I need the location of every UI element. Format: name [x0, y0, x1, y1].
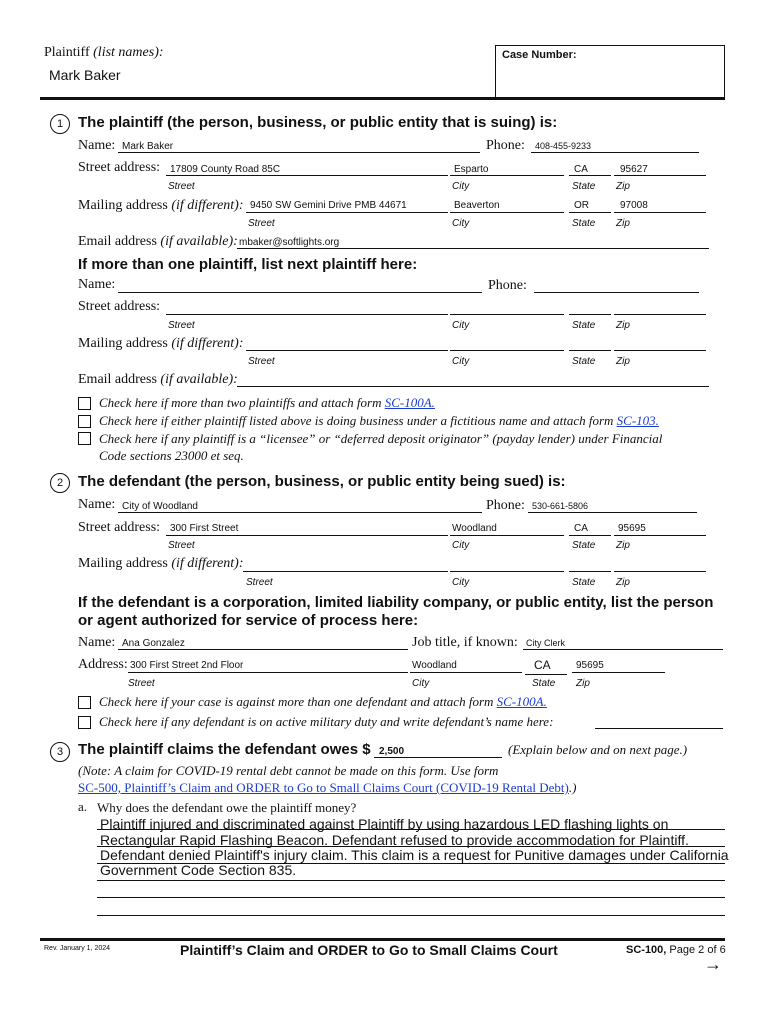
caption-city: City [452, 320, 470, 331]
second-plaintiff-mailing-label: Mailing address (if different): [78, 336, 244, 351]
more-defendants-text: Check here if your case is against more than one defendant and attach form SC-100A. [99, 694, 547, 709]
defendant-phone-value: 530-661-5806 [532, 501, 589, 511]
plaintiff-mailing-street-value: 9450 SW Gemini Drive PMB 44671 [250, 200, 407, 211]
question-a-text: Why does the defendant owe the plaintiff money? [97, 800, 357, 815]
plaintiff-mailing-state-field[interactable] [569, 212, 611, 213]
caption-state: State [572, 218, 596, 229]
answer-line-4[interactable] [97, 880, 725, 881]
caption-zip: Zip [616, 540, 630, 551]
second-plaintiff-city-field[interactable] [450, 314, 564, 315]
plaintiff-zip-field[interactable] [614, 175, 706, 176]
military-duty-text: Check here if any defendant is on active military duty and write defendant’s name here: [99, 714, 554, 729]
caption-street: Street [168, 540, 195, 551]
question-a-letter: a. [78, 799, 88, 814]
defendant-name-value: City of Woodland [122, 501, 198, 512]
second-plaintiff-phone-label: Phone: [488, 278, 527, 293]
defendant-mailing-label: Mailing address (if different): [78, 556, 244, 571]
plaintiff-name-value: Mark Baker [122, 141, 174, 152]
defendant-mailing-zip-field[interactable] [614, 571, 706, 572]
plaintiff-mailing-city-value: Beaverton [454, 200, 500, 211]
agent-job-value: City Clerk [526, 638, 566, 648]
caption-zip: Zip [576, 678, 590, 689]
defendant-street-value: 300 First Street [170, 523, 239, 534]
caption-state: State [572, 540, 596, 551]
licensee-text-line1: Check here if any plaintiff is a “licensee” or “deferred deposit originator” (payday lender) under Financial [99, 431, 663, 446]
next-page-arrow-icon[interactable]: → [704, 954, 722, 974]
defendant-state-field[interactable] [569, 535, 611, 536]
agent-heading-line2: or agent authorized for service of process here: [78, 612, 419, 629]
military-duty-checkbox[interactable] [78, 716, 91, 729]
defendant-zip-value: 95695 [618, 523, 646, 534]
plaintiff-name-field[interactable] [118, 152, 480, 153]
plaintiff-mailing-zip-value: 97008 [620, 200, 648, 211]
agent-name-label: Name: [78, 635, 116, 650]
plaintiff-mailing-label: Mailing address (if different): [78, 198, 244, 213]
agent-street-field[interactable] [128, 672, 408, 673]
explain-note: (Explain below and on next page.) [508, 742, 688, 757]
second-plaintiff-name-field[interactable] [118, 292, 482, 293]
more-plaintiffs-checkbox[interactable] [78, 397, 91, 410]
defendant-mailing-street-field[interactable] [243, 571, 448, 572]
plaintiff-mailing-zip-field[interactable] [614, 212, 706, 213]
second-plaintiff-mailing-state-field[interactable] [569, 350, 611, 351]
more-defendants-checkbox[interactable] [78, 696, 91, 709]
sc-100a-link[interactable]: SC-100A. [384, 395, 435, 410]
form-title: Plaintiff’s Claim and ORDER to Go to Small Claims Court [180, 942, 558, 958]
agent-state-field[interactable] [525, 674, 567, 675]
plaintiff-email-field[interactable] [237, 248, 709, 249]
caption-street: Street [248, 356, 275, 367]
sc-103-link[interactable]: SC-103. [616, 413, 659, 428]
header-divider [40, 97, 725, 100]
second-plaintiff-mailing-city-field[interactable] [450, 350, 564, 351]
caption-city: City [452, 540, 470, 551]
plaintiff-street-field[interactable] [166, 175, 448, 176]
second-plaintiff-mailing-zip-field[interactable] [614, 350, 706, 351]
covid-note-line2: SC-500, Plaintiff’s Claim and ORDER to Go to Small Claims Court (COVID-19 Rental Debt).) [78, 780, 577, 795]
caption-street: Street [246, 577, 273, 588]
answer-text-line2: Rectangular Rapid Flashing Beacon. Defendant refused to provide accommodation for Plaintiff. [100, 832, 689, 848]
answer-line-6[interactable] [97, 915, 725, 916]
caption-city: City [452, 356, 470, 367]
plaintiff-email-value: mbaker@softlights.org [239, 237, 340, 248]
second-plaintiff-email-label: Email address (if available): [78, 372, 238, 387]
second-plaintiff-heading: If more than one plaintiff, list next plaintiff here: [78, 256, 418, 273]
answer-text-line3: Defendant denied Plaintiff's injury claim. This claim is a request for Punitive damages under California [100, 847, 729, 863]
defendant-phone-label: Phone: [486, 498, 525, 513]
defendant-mailing-state-field[interactable] [569, 571, 611, 572]
plaintiff-phone-field[interactable] [531, 152, 699, 153]
plaintiff-list-label: Plaintiff (list names): [44, 45, 164, 60]
plaintiff-mailing-street-field[interactable] [246, 212, 448, 213]
defendant-state-value: CA [574, 523, 588, 534]
agent-zip-value: 95695 [576, 660, 604, 671]
caption-state: State [572, 320, 596, 331]
plaintiff-phone-label: Phone: [486, 138, 525, 153]
caption-zip: Zip [616, 181, 630, 192]
caption-city: City [452, 218, 470, 229]
answer-text-line1: Plaintiff injured and discriminated against Plaintiff by using hazardous LED flashing lights on [100, 816, 669, 832]
caption-zip: Zip [616, 218, 630, 229]
plaintiff-state-value: CA [574, 164, 588, 175]
section-2-number: 2 [50, 473, 70, 493]
plaintiff-city-value: Esparto [454, 164, 489, 175]
claim-amount-field[interactable] [374, 757, 502, 758]
section-1-number: 1 [50, 114, 70, 134]
defendant-street-label: Street address: [78, 520, 161, 535]
second-plaintiff-mailing-street-field[interactable] [246, 350, 448, 351]
second-plaintiff-street-label: Street address: [78, 299, 161, 314]
plaintiff-phone-value: 408-455-9233 [535, 141, 592, 151]
caption-street: Street [248, 218, 275, 229]
defendant-city-value: Woodland [452, 523, 497, 534]
plaintiff-zip-value: 95627 [620, 164, 648, 175]
caption-street: Street [168, 181, 195, 192]
plaintiff-mailing-state-value: OR [574, 200, 589, 211]
plaintiff-email-label: Email address (if available): [78, 234, 238, 249]
plaintiff-name-label: Name: [78, 138, 116, 153]
defendant-zip-field[interactable] [614, 535, 706, 536]
caption-zip: Zip [616, 320, 630, 331]
agent-name-value: Ana Gonzalez [122, 638, 185, 649]
fictitious-name-checkbox[interactable] [78, 415, 91, 428]
licensee-checkbox[interactable] [78, 432, 91, 445]
plaintiff-state-field[interactable] [569, 175, 611, 176]
defendant-city-field[interactable] [450, 535, 564, 536]
section-3-number: 3 [50, 742, 70, 762]
agent-address-label: Address: [78, 657, 128, 672]
caption-city: City [412, 678, 430, 689]
caption-zip: Zip [616, 356, 630, 367]
covid-note-line1: (Note: A claim for COVID-19 rental debt cannot be made on this form. Use form [78, 763, 499, 778]
military-defendant-name-field[interactable] [595, 728, 723, 729]
plaintiff-street-value: 17809 County Road 85C [170, 164, 281, 175]
more-plaintiffs-text: Check here if more than two plaintiffs and attach form SC-100A. [99, 395, 435, 410]
second-plaintiff-name-label: Name: [78, 277, 116, 292]
licensee-text-line2: Code sections 23000 et seq. [99, 448, 244, 463]
footer-divider [40, 938, 725, 941]
defendant-name-field[interactable] [118, 512, 482, 513]
section-1-heading: The plaintiff (the person, business, or public entity that is suing) is: [78, 114, 558, 131]
agent-heading-line1: If the defendant is a corporation, limited liability company, or public entity, list the person [78, 594, 714, 611]
defendant-street-field[interactable] [166, 535, 448, 536]
second-plaintiff-zip-field[interactable] [614, 314, 706, 315]
agent-job-label: Job title, if known: [412, 635, 518, 650]
plaintiff-list-value[interactable]: Mark Baker [49, 67, 121, 83]
fictitious-name-text: Check here if either plaintiff listed above is doing business under a fictitious name and attach form SC-103. [99, 413, 659, 428]
second-plaintiff-phone-field[interactable] [534, 292, 699, 293]
caption-city: City [452, 181, 470, 192]
second-plaintiff-state-field[interactable] [569, 314, 611, 315]
answer-line-5[interactable] [97, 897, 725, 898]
caption-city: City [452, 577, 470, 588]
agent-state-value: CA [534, 658, 551, 672]
form-id-page: SC-100, Page 2 of 6 [626, 944, 726, 956]
agent-name-field[interactable] [118, 649, 408, 650]
defendant-phone-field[interactable] [528, 512, 697, 513]
plaintiff-street-label: Street address: [78, 160, 161, 175]
agent-street-value: 300 First Street 2nd Floor [130, 660, 244, 671]
agent-job-field[interactable] [523, 649, 723, 650]
second-plaintiff-street-field[interactable] [166, 314, 448, 315]
caption-state: State [572, 181, 596, 192]
agent-city-field[interactable] [410, 672, 522, 673]
sc-500-link[interactable]: SC-500, Plaintiff’s Claim and ORDER to Go to Small Claims Court (COVID-19 Rental Debt) [78, 780, 569, 795]
caption-zip: Zip [616, 577, 630, 588]
section-3-heading: The plaintiff claims the defendant owes $ [78, 741, 371, 758]
caption-state: State [532, 678, 556, 689]
caption-street: Street [128, 678, 155, 689]
caption-street: Street [168, 320, 195, 331]
caption-state: State [572, 577, 596, 588]
sc-100a-link[interactable]: SC-100A. [496, 694, 547, 709]
case-number-box[interactable] [495, 45, 725, 99]
second-plaintiff-email-field[interactable] [237, 386, 709, 387]
answer-text-line4: Government Code Section 835. [100, 862, 297, 878]
revision-date: Rev. January 1, 2024 [44, 945, 111, 952]
plaintiff-mailing-city-field[interactable] [450, 212, 564, 213]
claim-amount-value: 2,500 [379, 746, 405, 757]
caption-state: State [572, 356, 596, 367]
plaintiff-city-field[interactable] [450, 175, 564, 176]
case-number-label: Case Number: [502, 49, 577, 61]
section-2-heading: The defendant (the person, business, or public entity being sued) is: [78, 473, 566, 490]
agent-zip-field[interactable] [572, 672, 665, 673]
defendant-name-label: Name: [78, 497, 116, 512]
defendant-mailing-city-field[interactable] [450, 571, 564, 572]
agent-city-value: Woodland [412, 660, 457, 671]
